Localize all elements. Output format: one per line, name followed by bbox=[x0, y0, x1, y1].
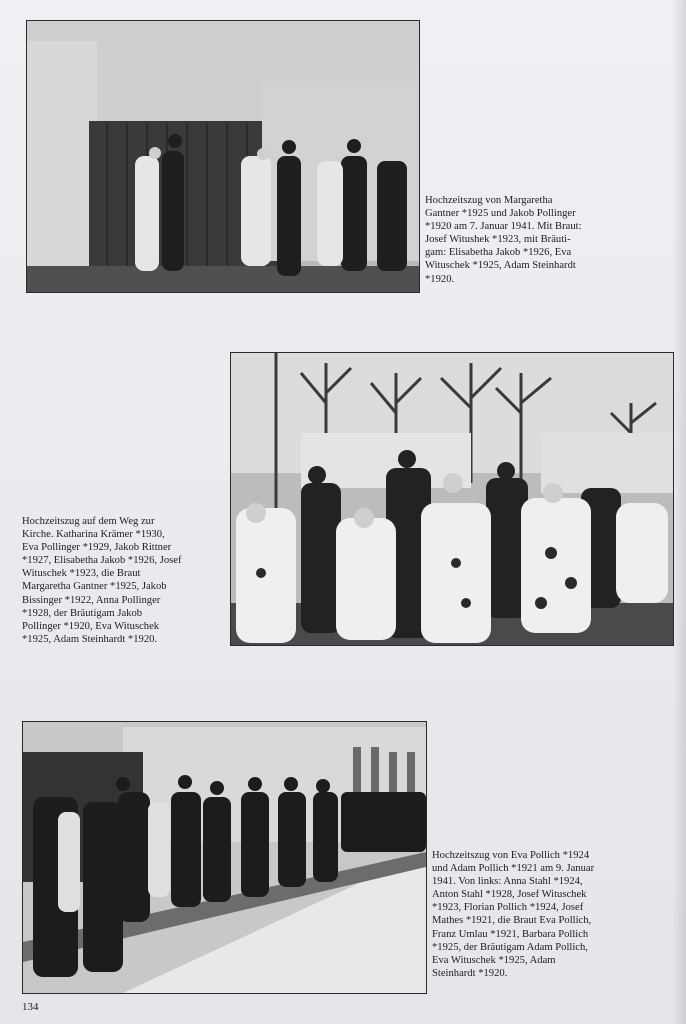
caption-photo-3: Hochzeitszug von Eva Pollich *1924 und Adam Pollich *1921 am 9. Januar 1941. Von links: Anna Stahl *1924, Anton Stahl *1928, Josef Wituschek *1923, Florian Pollich *1924, Josef Mathes *1921, die Braut Eva Pollich, Franz Umlau *1921, Barbara Pollich *1925, der Bräutigam Adam Pollich, Eva Wituschek *1925, Adam Steinhardt *1920. bbox=[432, 850, 595, 979]
caption-photo-2: Hochzeitszug auf dem Weg zur Kirche. Katharina Krämer *1930, Eva Pollinger *1929, Jakob Rittner *1927, Elisabetha Jakob *1926, Josef Wituschek *1923, die Braut Margaretha Gantner *1925, Jakob Bissinger *1922, Anna Pollinger *1928, der Bräutigam Jakob Pollinger *1920, Eva Wituschek *1925, Adam Steinhardt *1920. bbox=[22, 516, 182, 645]
wedding-procession-photo-1 bbox=[26, 20, 420, 293]
page-number: 134 bbox=[22, 1001, 39, 1013]
wedding-procession-photo-3 bbox=[22, 721, 427, 994]
caption-photo-1: Hochzeitszug von Margaretha Gantner *1925 und Jakob Pollinger *1920 am 7. Januar 1941. Mit Braut: Josef Witushek *1923, mit Bräuti- gam: Elisabetha Jakob *1926, Eva Wituschek *1925, Adam Steinhardt *1920. bbox=[425, 195, 582, 285]
page-edge-shadow bbox=[672, 0, 686, 1024]
wedding-procession-photo-2 bbox=[230, 352, 674, 646]
